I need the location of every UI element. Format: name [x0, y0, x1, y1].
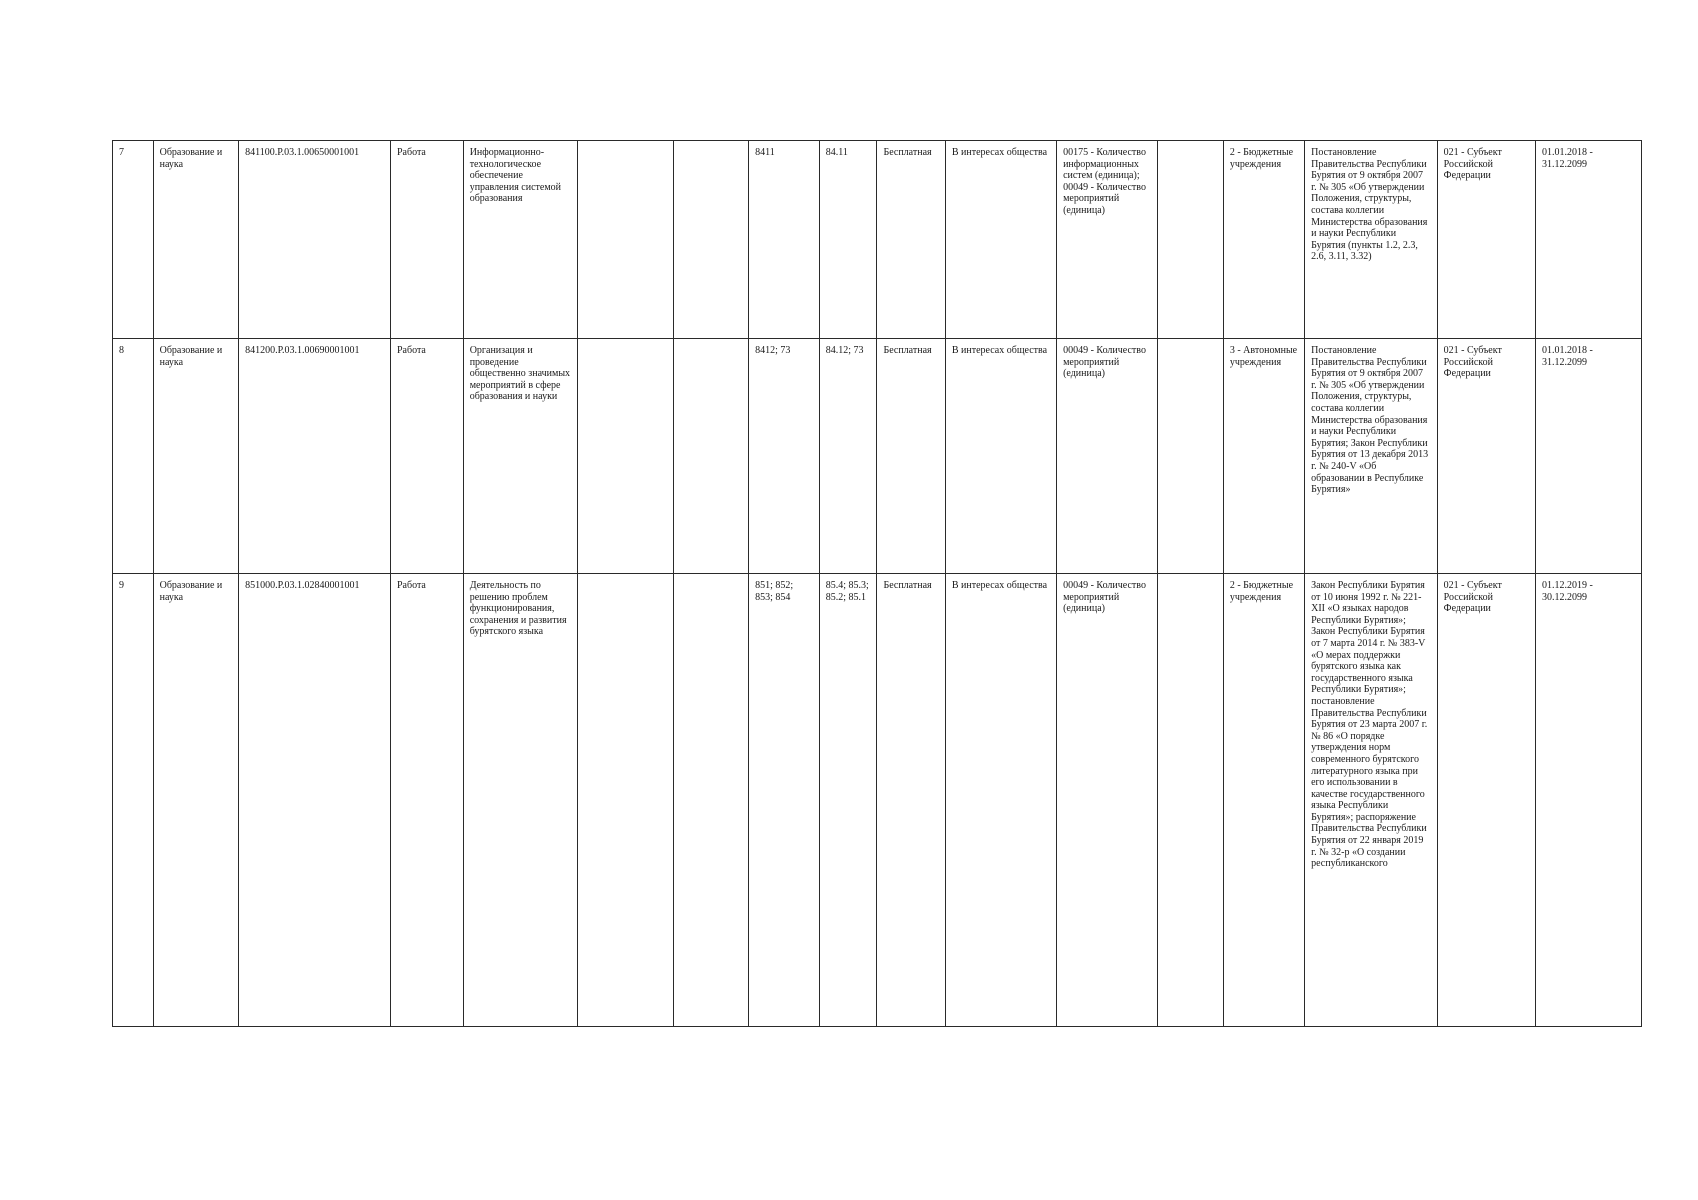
sphere-cell: Образование и наука — [153, 339, 239, 574]
registry-code-cell: 841200.Р.03.1.00690001001 — [239, 339, 391, 574]
sphere-cell: Образование и наука — [153, 141, 239, 339]
kind-cell: Работа — [390, 141, 463, 339]
payment-cell: Бесплатная — [877, 574, 945, 1027]
registry-code-cell: 851000.Р.03.1.02840001001 — [239, 574, 391, 1027]
work-name-cell: Организация и проведение общественно значимых мероприятий в сфере образования и науки — [463, 339, 577, 574]
budget-level-cell: 021 - Субъект Российской Федерации — [1437, 141, 1535, 339]
kind-cell: Работа — [390, 339, 463, 574]
okved2-cell: 84.12; 73 — [819, 339, 877, 574]
empty-cell — [674, 339, 749, 574]
table-row — [113, 141, 1642, 339]
sphere-cell: Образование и наука — [153, 574, 239, 1027]
empty-cell — [1157, 339, 1223, 574]
indicators-cell: 00049 - Количество мероприятий (единица) — [1057, 339, 1158, 574]
payment-cell: Бесплатная — [877, 339, 945, 574]
budget-level-cell: 021 - Субъект Российской Федерации — [1437, 339, 1535, 574]
okved-cell: 8412; 73 — [749, 339, 820, 574]
institution-type-cell: 2 - Бюджетные учреждения — [1223, 141, 1304, 339]
row-number: 9 — [113, 574, 154, 1027]
empty-cell — [674, 141, 749, 339]
empty-cell — [674, 574, 749, 1027]
interest-cell: В интересах общества — [945, 141, 1056, 339]
table-row — [113, 339, 1642, 574]
interest-cell: В интересах общества — [945, 574, 1056, 1027]
validity-period-cell: 01.01.2018 - 31.12.2099 — [1536, 141, 1642, 339]
registry-table-fragment — [112, 140, 1642, 1027]
okved2-cell: 84.11 — [819, 141, 877, 339]
institution-type-cell: 3 - Автономные учреждения — [1223, 339, 1304, 574]
okved-cell: 851; 852; 853; 854 — [749, 574, 820, 1027]
empty-cell — [1157, 574, 1223, 1027]
empty-cell — [578, 141, 674, 339]
institution-type-cell: 2 - Бюджетные учреждения — [1223, 574, 1304, 1027]
budget-level-cell: 021 - Субъект Российской Федерации — [1437, 574, 1535, 1027]
empty-cell — [578, 574, 674, 1027]
row-number: 7 — [113, 141, 154, 339]
row-number: 8 — [113, 339, 154, 574]
empty-cell — [1157, 141, 1223, 339]
empty-cell — [578, 339, 674, 574]
legal-basis-cell: Закон Республики Бурятия от 10 июня 1992 г. № 221-XII «О языках народов Республики Бурятия»; Закон Республики Бурятия от 7 марта 2014 г. № 383-V «О мерах поддержки бурятского языка как государственного языка Республики Бурятия»; постановление Правительства Республики Бурятия от 23 марта 2007 г. № 86 «О порядке утверждения норм современного бурятского литературного языка при его использовании в качестве государственного языка Республики Бурятия»; распоряжение Правительства Республики Бурятия от 22 января 2019 г. № 32-р «О создании республиканского — [1305, 574, 1438, 1027]
indicators-cell: 00049 - Количество мероприятий (единица) — [1057, 574, 1158, 1027]
work-name-cell: Деятельность по решению проблем функционирования, сохранения и развития бурятского языка — [463, 574, 577, 1027]
okved-cell: 8411 — [749, 141, 820, 339]
okved2-cell: 85.4; 85.3; 85.2; 85.1 — [819, 574, 877, 1027]
table-row — [113, 574, 1642, 1027]
indicators-cell: 00175 - Количество информационных систем (единица); 00049 - Количество мероприятий (единица) — [1057, 141, 1158, 339]
registry-table — [112, 140, 1642, 1027]
payment-cell: Бесплатная — [877, 141, 945, 339]
legal-basis-cell: Постановление Правительства Республики Бурятия от 9 октября 2007 г. № 305 «Об утверждении Положения, структуры, состава коллегии Министерства образования и науки Республики Бурятия; Закон Республики Бурятия от 13 декабря 2013 г. № 240-V «Об образовании в Республике Бурятия» — [1305, 339, 1438, 574]
legal-basis-cell: Постановление Правительства Республики Бурятия от 9 октября 2007 г. № 305 «Об утверждении Положения, структуры, состава коллегии Министерства образования и науки Республики Бурятия (пункты 1.2, 2.3, 2.6, 3.11, 3.32) — [1305, 141, 1438, 339]
validity-period-cell: 01.12.2019 - 30.12.2099 — [1536, 574, 1642, 1027]
work-name-cell: Информационно-технологическое обеспечение управления системой образования — [463, 141, 577, 339]
kind-cell: Работа — [390, 574, 463, 1027]
registry-code-cell: 841100.Р.03.1.00650001001 — [239, 141, 391, 339]
validity-period-cell: 01.01.2018 - 31.12.2099 — [1536, 339, 1642, 574]
interest-cell: В интересах общества — [945, 339, 1056, 574]
